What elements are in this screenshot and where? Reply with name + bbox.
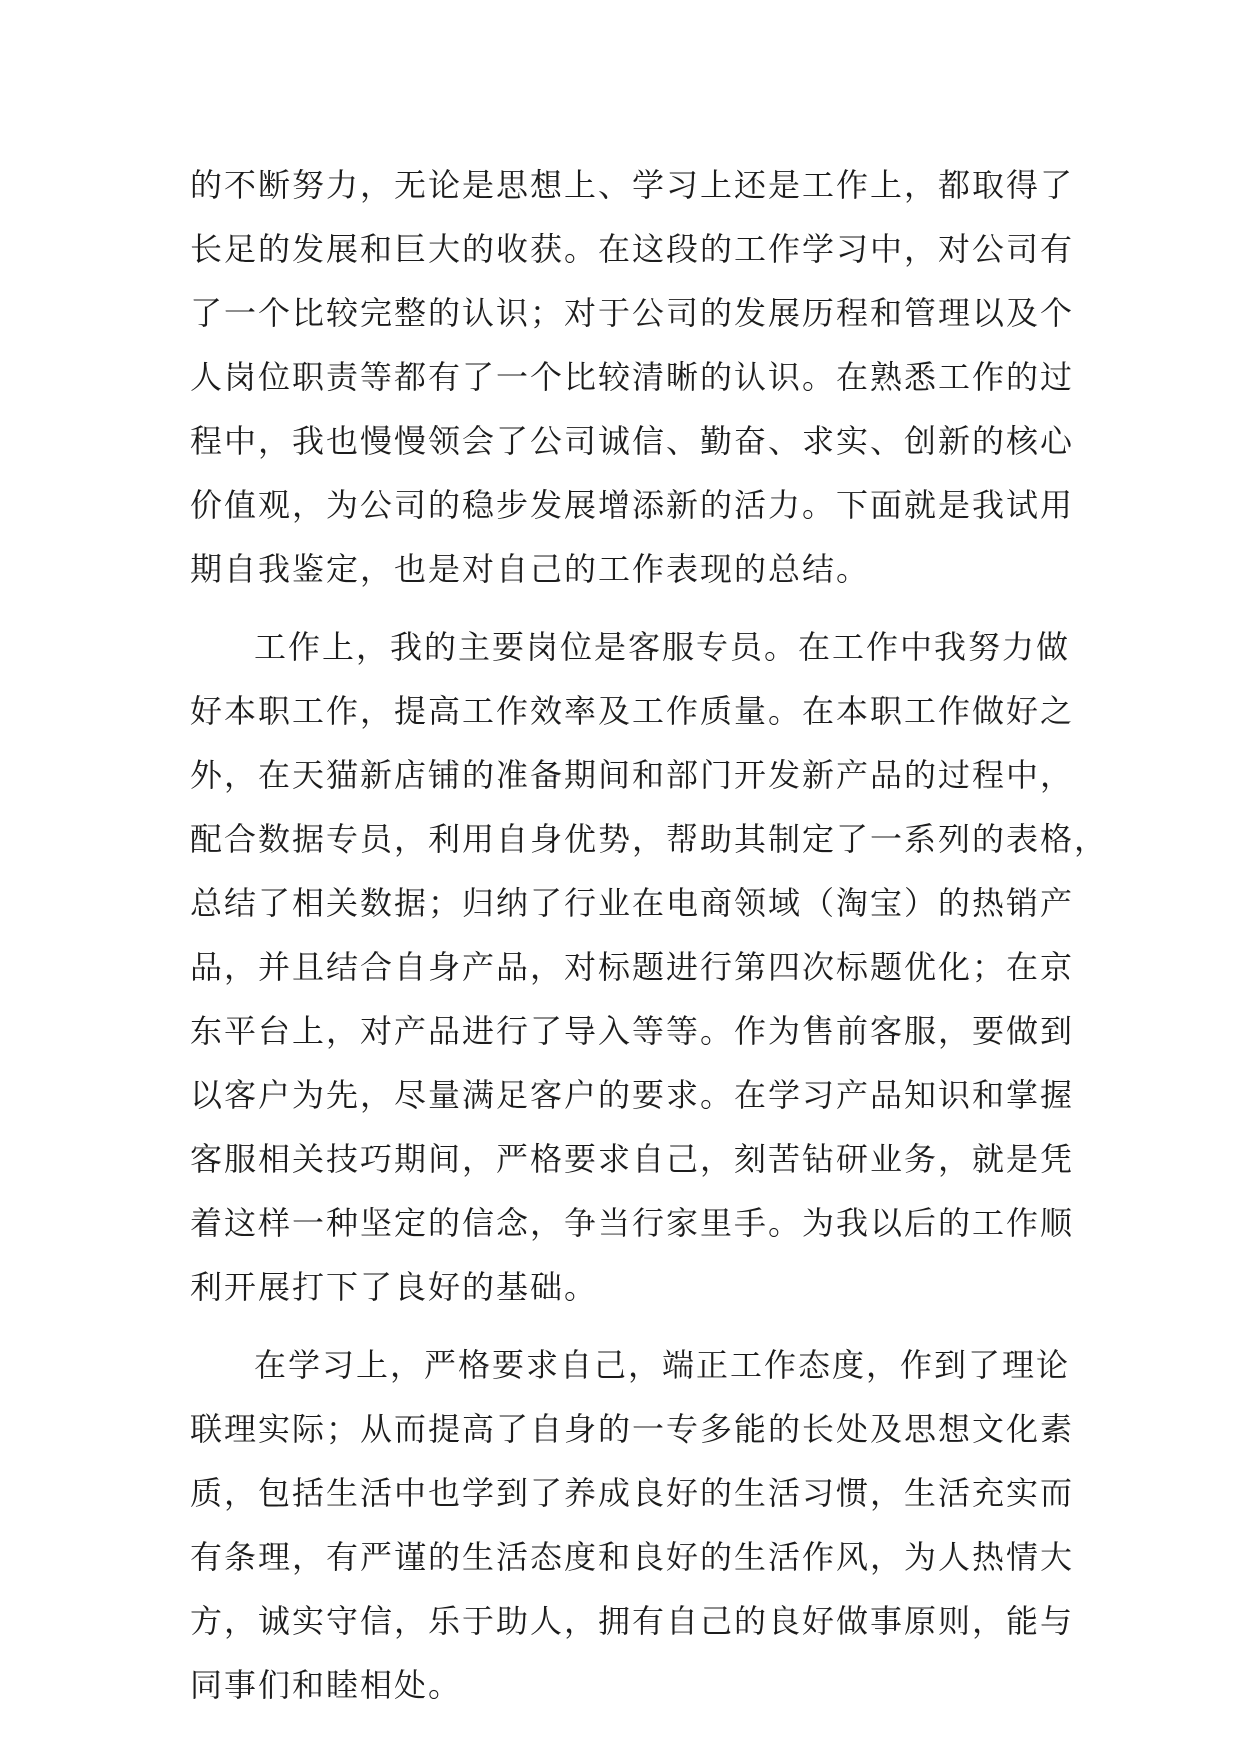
paragraph-line: 外，在天猫新店铺的准备期间和部门开发新产品的过程中，: [190, 756, 1075, 794]
document-body: [190, 153, 1109, 1717]
paragraph-line: 利开展打下了良好的基础。: [190, 1268, 599, 1306]
paragraph-line: 着这样一种坚定的信念，争当行家里手。为我以后的工作顺: [190, 1204, 1075, 1242]
paragraph-line: 在学习上，严格要求自己，端正工作态度，作到了理论: [254, 1346, 1071, 1384]
paragraph-line: 东平台上，对产品进行了导入等等。作为售前客服，要做到: [190, 1012, 1075, 1050]
paragraph-line: 程中，我也慢慢领会了公司诚信、勤奋、求实、创新的核心: [190, 422, 1075, 460]
paragraph-line: 品，并且结合自身产品，对标题进行第四次标题优化；在京: [190, 948, 1075, 986]
paragraph-1: [190, 153, 1075, 601]
paragraph-line: 的不断努力，无论是思想上、学习上还是工作上，都取得了: [190, 166, 1075, 204]
paragraph-line: 同事们和睦相处。: [190, 1666, 463, 1704]
paragraph-line: 配合数据专员，利用自身优势，帮助其制定了一系列的表格，: [190, 820, 1109, 858]
paragraph-line: 人岗位职责等都有了一个比较清晰的认识。在熟悉工作的过: [190, 358, 1075, 396]
paragraph-line: 客服相关技巧期间，严格要求自己，刻苦钻研业务，就是凭: [190, 1140, 1075, 1178]
paragraph-line: 以客户为先，尽量满足客户的要求。在学习产品知识和掌握: [190, 1076, 1075, 1114]
paragraph-line: 有条理，有严谨的生活态度和良好的生活作风，为人热情大: [190, 1538, 1075, 1576]
paragraph-line: 长足的发展和巨大的收获。在这段的工作学习中，对公司有: [190, 230, 1075, 268]
paragraph-line: 联理实际；从而提高了自身的一专多能的长处及思想文化素: [190, 1410, 1075, 1448]
paragraph-line: 价值观，为公司的稳步发展增添新的活力。下面就是我试用: [190, 486, 1075, 524]
paragraph-line: 工作上，我的主要岗位是客服专员。在工作中我努力做: [254, 628, 1071, 666]
paragraph-line: 质，包括生活中也学到了养成良好的生活习惯，生活充实而: [190, 1474, 1075, 1512]
paragraph-2: [190, 615, 1109, 1319]
paragraph-line: 好本职工作，提高工作效率及工作质量。在本职工作做好之: [190, 692, 1075, 730]
paragraph-line: 期自我鉴定，也是对自己的工作表现的总结。: [190, 550, 871, 588]
paragraph-line: 方，诚实守信，乐于助人，拥有自己的良好做事原则，能与: [190, 1602, 1075, 1640]
paragraph-3: [190, 1333, 1075, 1717]
paragraph-line: 了一个比较完整的认识；对于公司的发展历程和管理以及个: [190, 294, 1075, 332]
paragraph-line: 总结了相关数据；归纳了行业在电商领域（淘宝）的热销产: [190, 884, 1075, 922]
